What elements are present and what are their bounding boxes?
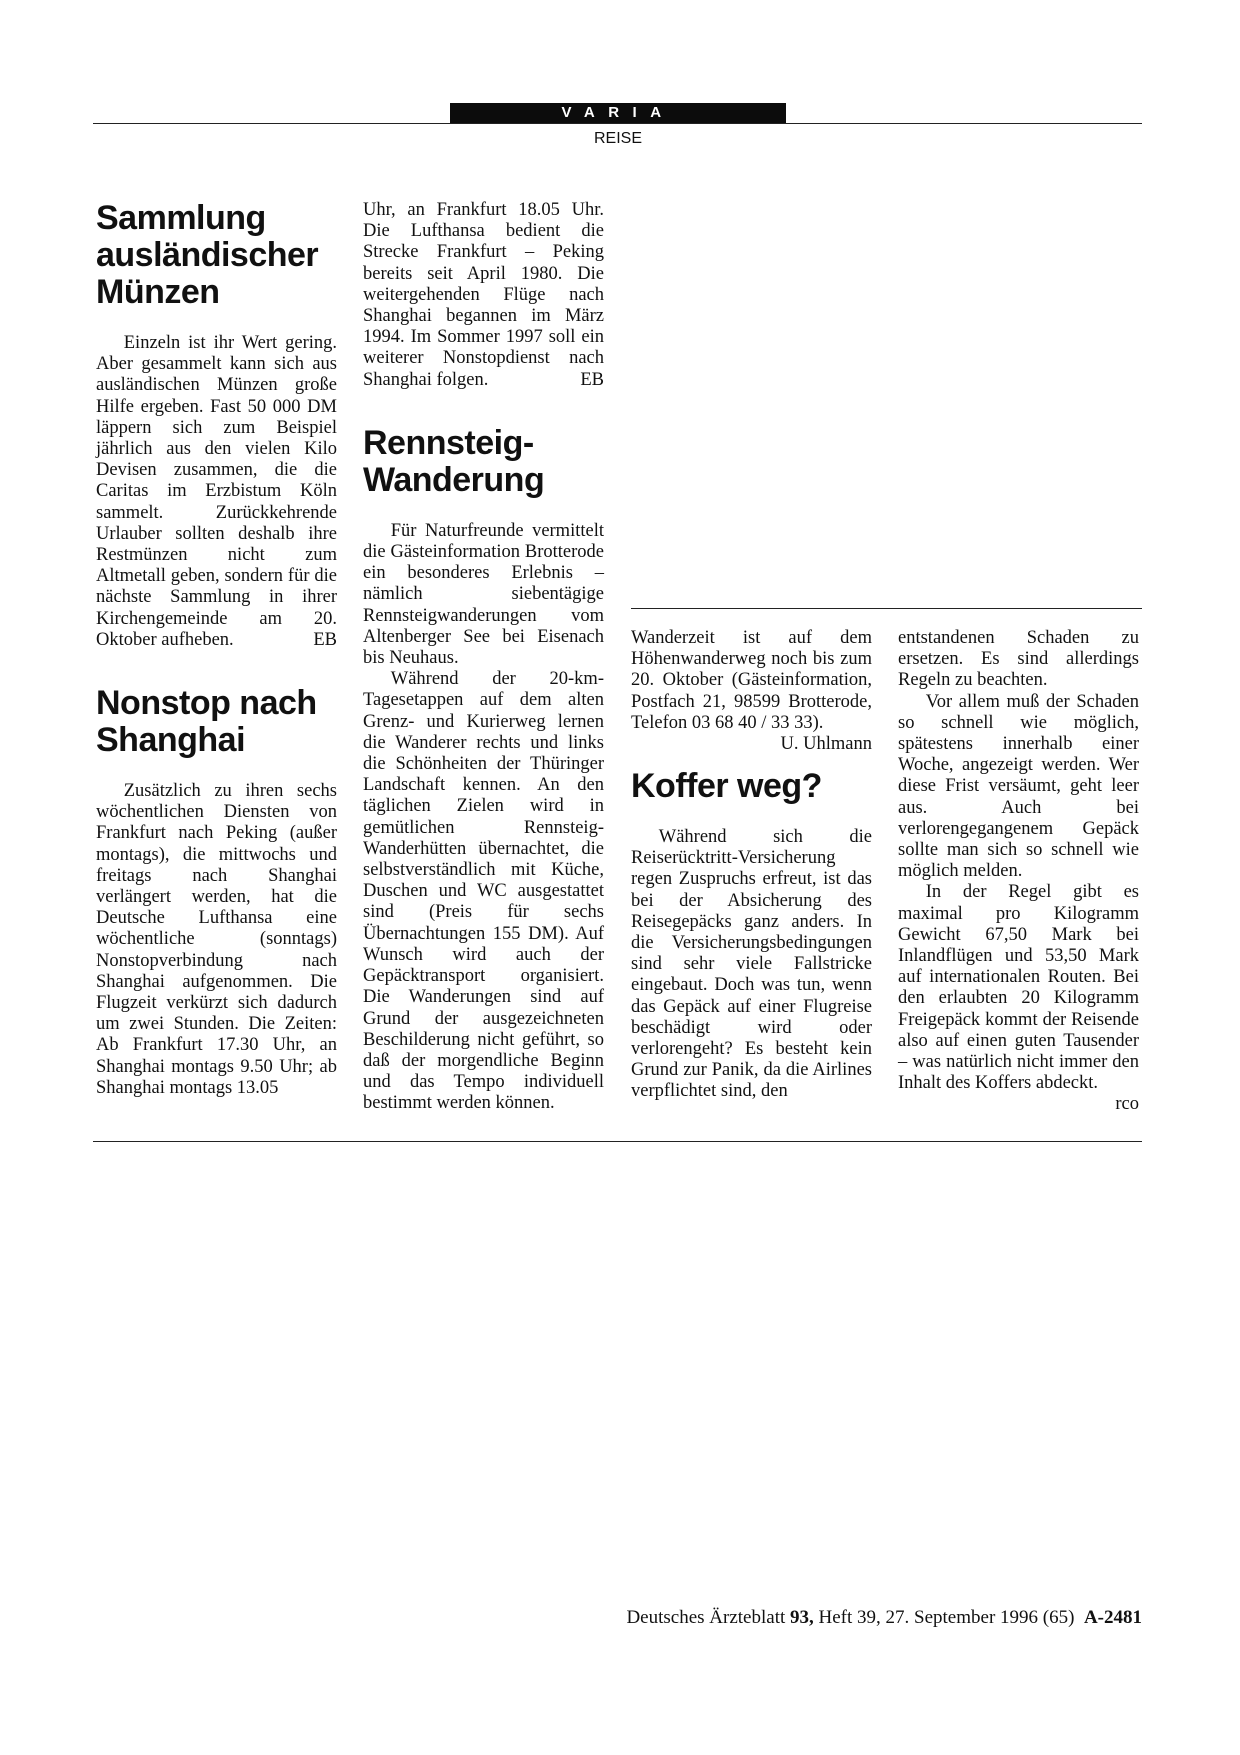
journal-name: Deutsches Ärzteblatt	[626, 1607, 786, 1628]
headline-koffer: Koffer weg?	[631, 767, 822, 806]
headline-muenzen: Sammlung ausländischer Münzen	[96, 199, 319, 311]
article-muenzen-text: Einzeln ist ihr Wert gering. Aber gesammelt kann sich aus ausländischen Münzen große Hilfe ergeben. Fast 50 000 DM läppern sich zum Beispiel jährlich aus den vielen Kilo Devisen zusammen, die die Caritas im Erzbistum Köln sammelt. Zurückkehrende Urlauber sollten deshalb ihre Restmünzen nicht zum Altmetall geben, sondern für die nächste Sammlung in ihrer Kirchengemeinde am 20. Oktober aufheben.	[96, 333, 337, 650]
article-koffer-paragraph	[898, 882, 1139, 1115]
article-koffer-paragraph: Während sich die Reiserücktritt-Versicherung regen Zuspruchs erfreut, ist das bei der Absicherung des Reisegepäcks ganz anders. In die Versicherungsbedingungen sind sehr viele Fallstricke eingebaut. Doch was tun, wenn das Gepäck auf einer Flugreise beschädigt wird oder verlorengeht? Es besteht kein Grund zur Panik, da die Airlines verpflichtet sind, den	[631, 827, 872, 1102]
column-divider-rule	[631, 608, 1142, 609]
column-3	[631, 628, 872, 1103]
article-koffer-continuation: entstandenen Schaden zu ersetzen. Es sind allerdings Regeln zu beachten.	[898, 628, 1139, 691]
article-rennsteig-paragraph: Während der 20-km-Tagesetappen auf dem alten Grenz- und Kurierweg lernen die Wanderer rechts und links die Schönheiten der Thüringer Landschaft kennen. An den täglichen Zielen wird in gemütlichen Rennsteig-Wanderhütten übernachtet, die selbstverständlich mit Küche, Duschen und WC ausgestattet sind (Preis für sechs Übernachtungen 155 DM). Auf Wunsch wird auch der Gepäcktransport organisiert. Die Wanderungen sind auf Grund der ausgezeichneten Beschilderung nicht geführt, so daß der morgendliche Beginn und das Tempo individuell bestimmt werden können.	[363, 669, 604, 1114]
section-label: VARIA	[450, 103, 786, 123]
article-shanghai-text: Uhr, an Frankfurt 18.05 Uhr. Die Lufthansa bedient die Strecke Frankfurt – Peking bereits seit April 1980. Die weitergehenden Flüge nach Shanghai begannen im März 1994. Im Sommer 1997 soll ein weiterer Nonstopdienst nach Shanghai folgen.	[363, 200, 604, 390]
article-koffer-text: In der Regel gibt es maximal pro Kilogramm Gewicht 67,50 Mark bei Inlandflügen und 53,50 Mark auf internationalen Routen. Bei den erlaubten 20 Kilogramm Freigepäck kommt der Reisende also auf einen guten Tausender – was natürlich nicht immer den Inhalt des Koffers abdeckt.	[898, 882, 1139, 1094]
headline-shanghai: Nonstop nach Shanghai	[96, 684, 317, 760]
article-muenzen-body	[96, 333, 337, 651]
author-signature: EB	[313, 629, 337, 650]
article-koffer-paragraph: Vor allem muß der Schaden so schnell wie möglich, spätestens innerhalb einer Woche, angezeigt werden. Wer diese Frist versäumt, geht leer aus. Auch bei verlorengegangenem Gepäck sollte man sich so schnell wie möglich melden.	[898, 691, 1139, 882]
page-number: A-2481	[1083, 1607, 1142, 1628]
column-4	[898, 628, 1139, 1116]
volume-number: 93,	[790, 1607, 814, 1628]
article-rennsteig-paragraph: Für Naturfreunde vermittelt die Gästeinformation Brotterode ein besonderes Erlebnis – nämlich siebentägige Rennsteigwanderungen vom Altenberger See bei Eisenach bis Neuhaus.	[363, 520, 604, 669]
issue-info: Heft 39, 27. September 1996 (65)	[818, 1607, 1075, 1628]
page-footer	[560, 1607, 1142, 1629]
author-signature: U. Uhlmann	[780, 734, 872, 755]
column-1	[96, 200, 337, 1099]
article-shanghai-continuation	[363, 200, 604, 391]
footer-rule	[93, 1141, 1142, 1142]
column-2	[363, 200, 604, 1115]
header-rule	[93, 123, 1142, 124]
article-shanghai-body: Zusätzlich zu ihren sechs wöchentlichen Diensten von Frankfurt nach Peking (außer montags), die mittwochs und freitags nach Shanghai verlängert werden, hat die Deutsche Lufthansa eine wöchentliche (sonntags) Nonstopverbindung nach Shanghai aufgenommen. Die Flugzeit verkürzt sich dadurch um zwei Stunden. Die Zeiten: Ab Frankfurt 17.30 Uhr, an Shanghai montags 9.50 Uhr; ab Shanghai montags 13.05	[96, 781, 337, 1098]
subsection-label: REISE	[593, 130, 642, 147]
article-rennsteig-continuation	[631, 628, 872, 755]
author-signature: rco	[1115, 1094, 1139, 1115]
article-rennsteig-text: Wanderzeit ist auf dem Höhenwanderweg noch bis zum 20. Oktober (Gästeinformation, Postfach 21, 98599 Brotterode, Telefon 03 68 40 / 33 33).	[631, 628, 872, 733]
author-signature: EB	[580, 369, 604, 390]
headline-rennsteig: Rennsteig-Wanderung	[363, 423, 545, 499]
